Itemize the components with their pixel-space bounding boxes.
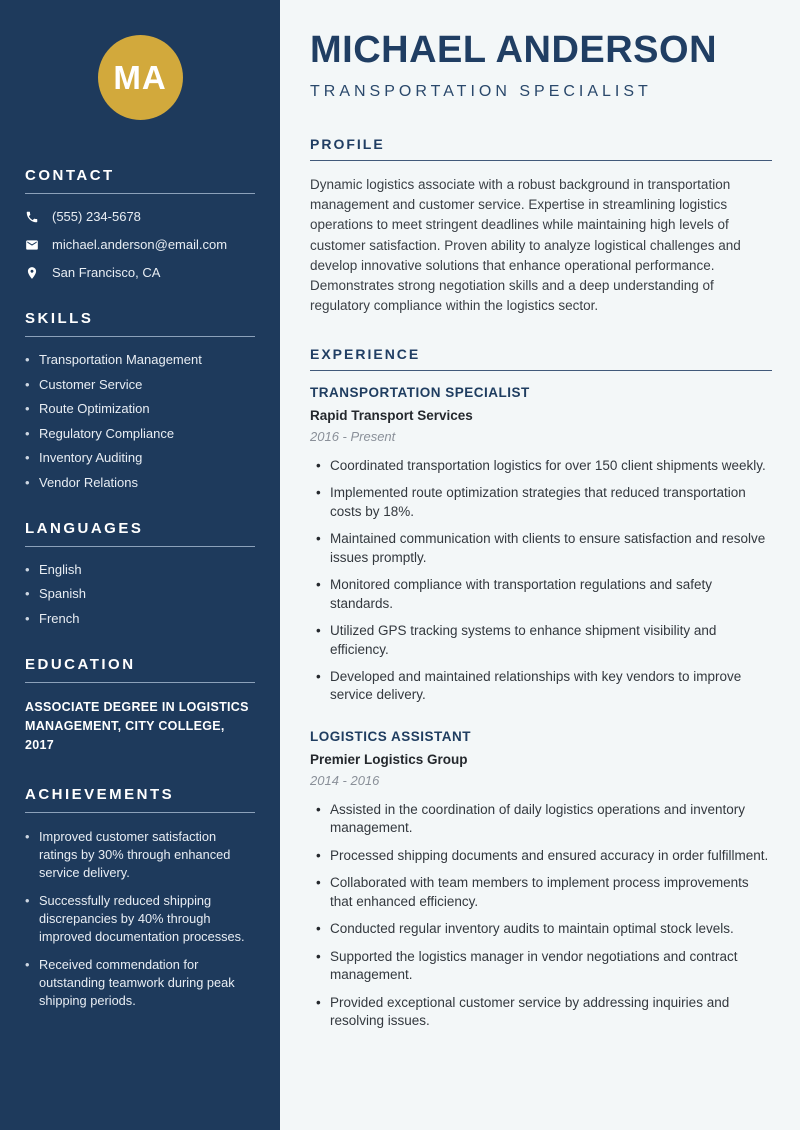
skill-item: • Route Optimization bbox=[25, 401, 255, 416]
job-bullet-list bbox=[310, 801, 772, 1031]
job-dates: 2014 - 2016 bbox=[310, 772, 380, 788]
skills-section-title: SKILLS bbox=[25, 310, 94, 327]
sidebar bbox=[0, 0, 280, 1130]
contact-section-title: CONTACT bbox=[25, 167, 115, 184]
page-title: MICHAEL ANDERSON bbox=[310, 29, 718, 71]
job-bullet: • Assisted in the coordination of daily logistics operations and inventory management. bbox=[310, 801, 772, 838]
experience-section bbox=[310, 346, 772, 1031]
language-item: • English bbox=[25, 562, 255, 577]
job-company: Premier Logistics Group bbox=[310, 751, 468, 767]
job-bullet: • Supported the logistics manager in vendor negotiations and contract management. bbox=[310, 948, 772, 985]
skill-item: • Regulatory Compliance bbox=[25, 426, 255, 441]
job-bullet: • Coordinated transportation logistics for over 150 client shipments weekly. bbox=[310, 457, 772, 475]
section-divider bbox=[25, 546, 255, 547]
job-bullet-list bbox=[310, 457, 772, 705]
job-title: TRANSPORTATION SPECIALIST bbox=[310, 384, 530, 400]
section-divider bbox=[25, 812, 255, 813]
contact-location bbox=[25, 265, 255, 280]
experience-job-2 bbox=[310, 729, 772, 1031]
section-divider bbox=[310, 160, 772, 161]
phone-icon bbox=[25, 210, 39, 224]
language-item: • French bbox=[25, 611, 255, 626]
skills-list bbox=[25, 352, 255, 490]
contact-phone-text: (555) 234-5678 bbox=[52, 209, 141, 224]
education-section bbox=[25, 656, 255, 756]
main-content bbox=[280, 0, 800, 1130]
contact-phone bbox=[25, 209, 255, 224]
language-item: • Spanish bbox=[25, 586, 255, 601]
education-degree: ASSOCIATE DEGREE IN LOGISTICS MANAGEMENT, CITY COLLEGE, 2017 bbox=[25, 699, 249, 753]
languages-list bbox=[25, 562, 255, 626]
education-section-title: EDUCATION bbox=[25, 655, 136, 673]
section-divider bbox=[25, 336, 255, 337]
achievement-item: • Successfully reduced shipping discrepancies by 40% through improved documentation processes. bbox=[25, 892, 255, 946]
skill-item: • Inventory Auditing bbox=[25, 450, 255, 465]
job-dates: 2016 - Present bbox=[310, 428, 396, 444]
experience-job-1 bbox=[310, 385, 772, 705]
achievement-item: • Received commendation for outstanding teamwork during peak shipping periods. bbox=[25, 956, 255, 1010]
section-divider bbox=[25, 682, 255, 683]
contact-email bbox=[25, 237, 255, 252]
skills-section bbox=[25, 310, 255, 490]
job-company: Rapid Transport Services bbox=[310, 407, 473, 423]
job-bullet: • Provided exceptional customer service by addressing inquiries and resolving issues. bbox=[310, 994, 772, 1031]
job-bullet: • Developed and maintained relationships with key vendors to improve service delivery. bbox=[310, 668, 772, 705]
contact-section bbox=[25, 167, 255, 280]
job-bullet: • Utilized GPS tracking systems to enhance shipment visibility and efficiency. bbox=[310, 622, 772, 659]
avatar: MA bbox=[98, 35, 183, 120]
job-bullet: • Collaborated with team members to implement process improvements that enhanced efficiency. bbox=[310, 874, 772, 911]
achievements-list bbox=[25, 828, 255, 1010]
profile-section bbox=[310, 136, 772, 317]
profile-summary: Dynamic logistics associate with a robust background in transportation management and customer service. Expertise in streamlining logistics operations to meet stringent deadlines while maintaining high levels of customer satisfaction. Proven ability to analyze logistical challenges and develop innovative solutions that enhance operational performance. Demonstrates strong negotiation skills and a deep understanding of regulatory compliance within the logistics sector. bbox=[310, 176, 741, 314]
achievements-section bbox=[25, 786, 255, 1010]
languages-section-title: LANGUAGES bbox=[25, 519, 144, 537]
section-divider bbox=[310, 370, 772, 371]
experience-section-title: EXPERIENCE bbox=[310, 345, 421, 362]
skill-item: • Customer Service bbox=[25, 377, 255, 392]
job-bullet: • Processed shipping documents and ensured accuracy in order fulfillment. bbox=[310, 847, 772, 865]
job-bullet: • Implemented route optimization strategies that reduced transportation costs by 18%. bbox=[310, 484, 772, 521]
achievement-item: • Improved customer satisfaction ratings by 30% through enhanced service delivery. bbox=[25, 828, 255, 882]
section-divider bbox=[25, 193, 255, 194]
job-bullet: • Maintained communication with clients to ensure satisfaction and resolve issues promptly. bbox=[310, 530, 772, 567]
contact-location-text: San Francisco, CA bbox=[52, 265, 161, 280]
contact-email-text: michael.anderson@email.com bbox=[52, 237, 228, 252]
job-bullet: • Monitored compliance with transportation regulations and safety standards. bbox=[310, 576, 772, 613]
job-bullet: • Conducted regular inventory audits to maintain optimal stock levels. bbox=[310, 920, 772, 938]
skill-item: • Vendor Relations bbox=[25, 475, 255, 490]
profile-section-title: PROFILE bbox=[310, 135, 385, 152]
achievements-section-title: ACHIEVEMENTS bbox=[25, 785, 175, 803]
skill-item: • Transportation Management bbox=[25, 352, 255, 367]
mail-icon bbox=[25, 238, 39, 252]
job-title-subtitle: TRANSPORTATION SPECIALIST bbox=[310, 82, 652, 100]
location-icon bbox=[25, 266, 39, 280]
languages-section bbox=[25, 520, 255, 626]
job-title: LOGISTICS ASSISTANT bbox=[310, 728, 472, 744]
